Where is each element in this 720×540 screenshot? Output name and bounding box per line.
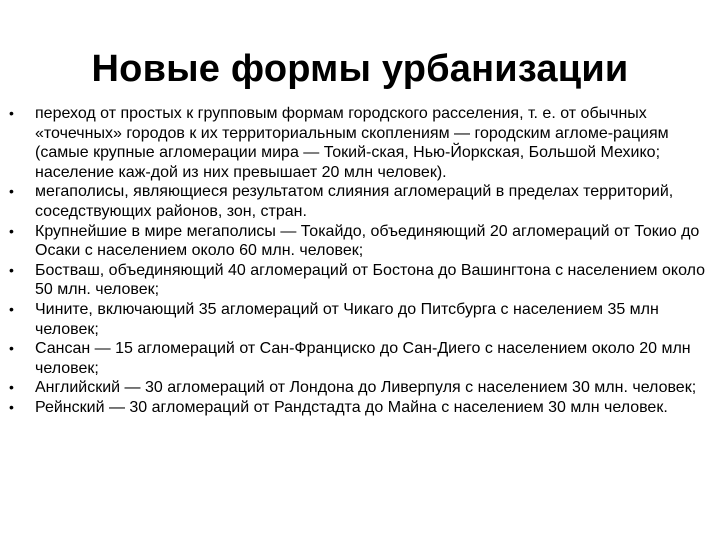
bullet-text: Бостваш, объединяющий 40 агломераций от Бостона до Вашингтона с населением около 50 млн. человек; xyxy=(35,261,706,299)
bullet-item-7 xyxy=(0,378,720,398)
bullet-dot-icon: • xyxy=(9,398,14,415)
bullet-text: мегаполисы, являющиеся результатом слияния агломераций в пределах территорий, соседствующих районов, зон, стран. xyxy=(35,183,674,220)
bullet-list xyxy=(0,104,720,418)
bullet-dot-icon: • xyxy=(9,300,14,317)
bullet-text: Крупнейшие в мире мегаполисы — Токайдо, объединяющий 20 агломераций от Токио до Осаки с населением около 60 млн. человек; xyxy=(35,222,700,260)
bullet-item-2 xyxy=(0,182,720,221)
bullet-item-3 xyxy=(0,222,720,261)
bullet-text: Чините, включающий 35 агломераций от Чикаго до Питсбурга с населением 35 млн человек; xyxy=(35,300,659,338)
bullet-dot-icon: • xyxy=(9,183,14,200)
bullet-dot-icon: • xyxy=(9,340,14,357)
bullet-dot-icon: • xyxy=(9,261,14,278)
bullet-item-8 xyxy=(0,398,720,418)
bullet-item-6 xyxy=(0,339,720,378)
bullet-text: Рейнский — 30 агломераций от Рандстадта до Майна с населением 30 млн человек. xyxy=(35,398,668,416)
slide-title: Новые формы урбанизации xyxy=(91,48,629,90)
bullet-dot-icon: • xyxy=(9,222,14,239)
bullet-item-1 xyxy=(0,104,720,182)
bullet-text: Английский — 30 агломераций от Лондона до Ливерпуля с населением 30 млн. человек; xyxy=(35,379,697,397)
bullet-item-5 xyxy=(0,300,720,339)
bullet-dot-icon: • xyxy=(9,379,14,396)
bullet-text: Сансан — 15 агломераций от Сан-Франциско до Сан-Диего с населением около 20 млн человек; xyxy=(35,340,691,377)
bullet-dot-icon: • xyxy=(9,105,14,121)
bullet-text: переход от простых к групповым формам городского расселения, т. е. от обычных «точечных» городов к их территориальным скоплениям — городским агломе-рациям (самые крупные агломерации мира — Токий-ская, Нью-Йоркская, Большой Мехико; население каж-дой из них превышает 20 млн человек). xyxy=(35,105,669,181)
bullet-item-4 xyxy=(0,261,720,300)
